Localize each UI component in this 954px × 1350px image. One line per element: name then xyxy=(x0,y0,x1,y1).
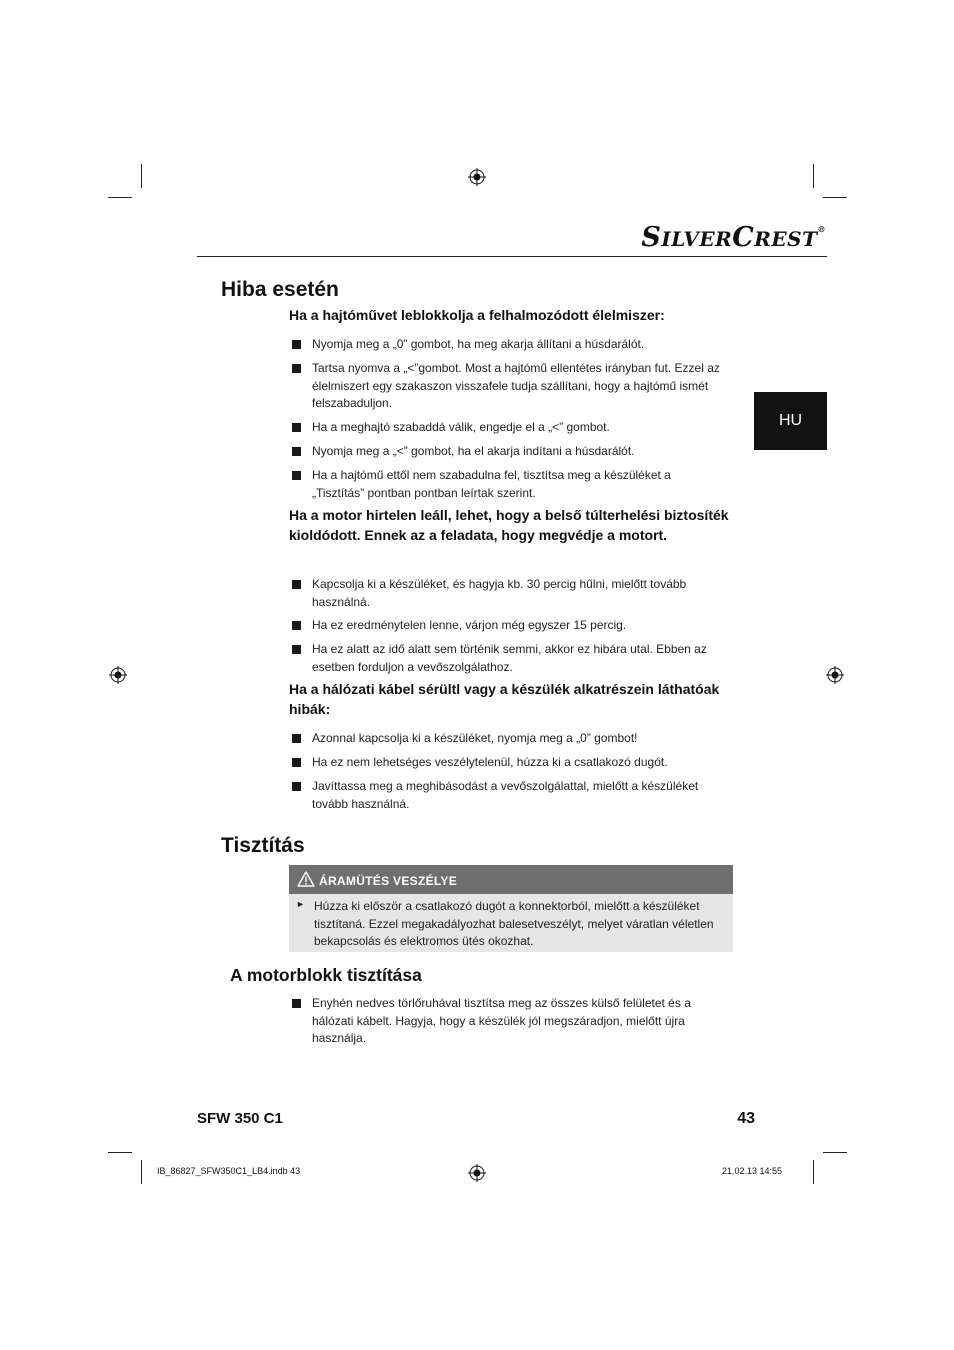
registration-mark-icon xyxy=(468,168,486,186)
list-item: Tartsa nyomva a „<”gombot. Most a hajtómű ellentétes irányban fut. Ezzel az élelmiszert egy szakaszon visszafele tudja szállítani, hogy a hajtómű ismét felszabaduljon. xyxy=(292,360,722,413)
square-bullet-icon xyxy=(292,621,301,630)
list-item: Enyhén nedves törlőruhával tisztítsa meg az összes külső felületet és a hálózati kábelt. Hagyja, hogy a készülék jól megszáradjon, mielőtt újra használja. xyxy=(292,995,722,1048)
registration-mark-icon xyxy=(468,1164,486,1182)
warning-body xyxy=(289,894,733,952)
list-item: Ha ez eredménytelen lenne, várjon még egyszer 15 percig. xyxy=(292,617,722,635)
square-bullet-icon xyxy=(292,423,301,432)
header-rule xyxy=(197,256,827,257)
model-number: SFW 350 C1 xyxy=(197,1110,283,1127)
section-title: Hiba esetén xyxy=(221,278,339,301)
square-bullet-icon xyxy=(292,645,301,654)
list-item: Kapcsolja ki a készüléket, és hagyja kb. 30 percig hűlni, mielőtt tovább használná. xyxy=(292,576,722,611)
list-item: Ha ez alatt az idő alatt sem történik semmi, akkor ez hibára utal. Ebben az esetben forduljon a vevőszolgálathoz. xyxy=(292,641,722,676)
square-bullet-icon xyxy=(292,758,301,767)
square-bullet-icon xyxy=(292,580,301,589)
group-heading: Ha a motor hirtelen leáll, lehet, hogy a belső túlterhelési biztosíték kioldódott. Ennek az a feladata, hogy megvédje a motort. xyxy=(289,507,729,543)
square-bullet-icon xyxy=(292,340,301,349)
list-item: Nyomja meg a „<” gombot, ha el akarja indítani a húsdarálót. xyxy=(292,443,722,461)
crop-mark xyxy=(813,164,814,188)
list-item: Ha a meghajtó szabaddá válik, engedje el a „<” gombot. xyxy=(292,419,722,437)
square-bullet-icon xyxy=(292,999,301,1008)
square-bullet-icon xyxy=(292,447,301,456)
warning-header xyxy=(289,865,733,894)
square-bullet-icon xyxy=(292,782,301,791)
group-heading: Ha a hálózati kábel sérültl vagy a készülék alkatrészein láthatóak hibák: xyxy=(289,681,720,717)
print-slug-file: IB_86827_SFW350C1_LB4.indb 43 xyxy=(157,1166,301,1176)
square-bullet-icon xyxy=(292,471,301,480)
list-item: Ha ez nem lehetséges veszélytelenül, húzza ki a csatlakozó dugót. xyxy=(292,754,722,772)
list-item: Nyomja meg a „0” gombot, ha meg akarja állítani a húsdarálót. xyxy=(292,336,722,354)
warning-triangle-icon xyxy=(297,871,315,887)
group-heading: Ha a hajtóművet leblokkolja a felhalmozódott élelmiszer: xyxy=(289,307,665,323)
subsection-title: A motorblokk tisztítása xyxy=(230,965,422,985)
list-item: Azonnal kapcsolja ki a készüléket, nyomja meg a „0” gombot! xyxy=(292,730,722,748)
crop-mark xyxy=(141,1160,142,1184)
crop-mark xyxy=(108,1152,132,1153)
square-bullet-icon xyxy=(292,734,301,743)
print-slug-date: 21.02.13 14:55 xyxy=(722,1166,783,1176)
registration-mark-icon xyxy=(109,666,127,684)
arrow-bullet-icon: ► xyxy=(296,899,305,909)
crop-mark xyxy=(813,1160,814,1184)
brand-logo: SILVERCREST® xyxy=(641,222,826,253)
crop-mark xyxy=(141,164,142,188)
crop-mark xyxy=(823,1152,847,1153)
crop-mark xyxy=(823,197,847,198)
list-item: Javíttassa meg a meghibásodást a vevőszolgálattal, mielőtt a készüléket tovább használná. xyxy=(292,778,722,813)
warning-text: Húzza ki először a csatlakozó dugót a konnektorból, mielőtt a készüléket tisztítaná. Ezzel megakadályozhat balesetveszélyt, melyet váratlan véletlen bekapcsolás és elektromos ütés okozhat. xyxy=(314,899,714,948)
page-number: 43 xyxy=(737,1110,755,1127)
registration-mark-icon xyxy=(826,666,844,684)
language-tab: HU xyxy=(754,392,827,450)
crop-mark xyxy=(108,197,132,198)
warning-label: ÁRAMÜTÉS VESZÉLYE xyxy=(319,874,458,888)
section-title: Tisztítás xyxy=(221,834,305,857)
list-item: Ha a hajtómű ettől nem szabadulna fel, tisztítsa meg a készüléket a „Tisztítás” pontban pontban leírtak szerint. xyxy=(292,467,722,502)
square-bullet-icon xyxy=(292,364,301,373)
